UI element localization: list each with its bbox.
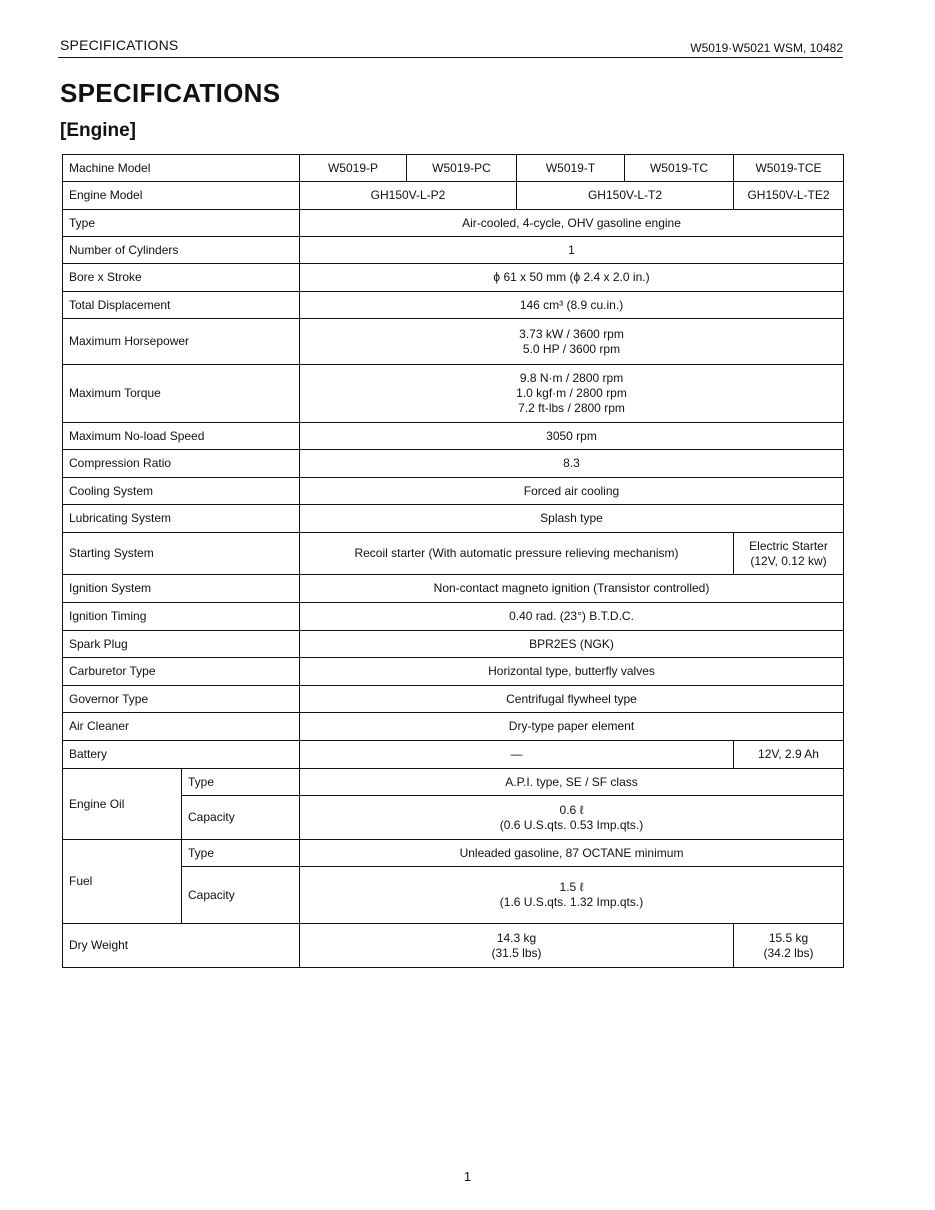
value-line: Electric Starter [749,538,828,553]
value-air-cleaner: Dry-type paper element [300,713,844,741]
value-cooling: Forced air cooling [300,478,844,505]
value-spark-plug: BPR2ES (NGK) [300,631,844,658]
label-machine-model: Machine Model [63,155,300,182]
row-cooling [63,478,844,505]
value-noload-speed: 3050 rpm [300,423,844,450]
value-line: 3.73 kW / 3600 rpm [519,326,624,341]
label-carburetor: Carburetor Type [63,658,300,686]
value-line: (31.5 lbs) [491,945,542,960]
row-governor [63,686,844,713]
page-number: 1 [463,1169,472,1184]
label-dry-weight: Dry Weight [63,924,300,968]
row-ignition-timing [63,603,844,631]
value-battery-tce: 12V, 2.9 Ah [734,741,844,769]
value-battery: — [300,741,734,769]
model-cell: W5019-TC [625,155,734,182]
label-type: Type [63,210,300,237]
value-line: 15.5 kg [768,930,809,945]
label-noload-speed: Maximum No-load Speed [63,423,300,450]
value-lubrication: Splash type [300,505,844,533]
running-header-section: SPECIFICATIONS [60,37,179,53]
label-ignition-system: Ignition System [63,575,300,603]
label-max-torque: Maximum Torque [63,365,300,423]
value-dry-weight [300,924,734,968]
row-ignition-system [63,575,844,603]
row-carburetor [63,658,844,686]
value-starting: Recoil starter (With automatic pressure relieving mechanism) [300,533,734,575]
section-subtitle: [Engine] [60,120,136,141]
label-oil-type: Type [182,769,300,796]
engine-spec-table [62,154,844,968]
value-line: 14.3 kg [496,930,537,945]
label-oil-capacity: Capacity [182,796,300,840]
value-max-torque [300,365,844,423]
label-cooling: Cooling System [63,478,300,505]
row-lubrication [63,505,844,533]
value-line: 9.8 N·m / 2800 rpm [519,371,624,385]
row-machine-model [63,155,844,182]
row-battery [63,741,844,769]
value-carburetor: Horizontal type, butterfly valves [300,658,844,686]
value-line: (12V, 0.12 kw) [750,553,827,568]
value-line: (1.6 U.S.qts. 1.32 Imp.qts.) [499,895,644,909]
label-compression: Compression Ratio [63,450,300,478]
label-governor: Governor Type [63,686,300,713]
model-cell: W5019-TCE [734,155,844,182]
row-engine-oil-type [63,769,844,796]
value-engine-model-te: GH150V-L-TE2 [734,182,844,210]
value-engine-model-p: GH150V-L-P2 [300,182,517,210]
row-bore-stroke [63,264,844,292]
value-compression: 8.3 [300,450,844,478]
row-engine-model [63,182,844,210]
row-dry-weight [63,924,844,968]
model-cell: W5019-P [300,155,407,182]
value-line: (0.6 U.S.qts. 0.53 Imp.qts.) [499,817,644,832]
row-noload-speed [63,423,844,450]
row-max-torque [63,365,844,423]
value-oil-capacity [300,796,844,840]
value-oil-type: A.P.I. type, SE / SF class [300,769,844,796]
value-line: 1.5 ℓ [559,880,584,894]
label-fuel: Fuel [63,840,182,924]
row-spark-plug [63,631,844,658]
value-bore-stroke: ϕ 61 x 50 mm (ϕ 2.4 x 2.0 in.) [300,264,844,292]
value-fuel-type: Unleaded gasoline, 87 OCTANE minimum [300,840,844,867]
value-fuel-capacity [300,867,844,924]
label-cylinders: Number of Cylinders [63,237,300,264]
model-cell: W5019-PC [407,155,517,182]
model-cell: W5019-T [517,155,625,182]
label-battery: Battery [63,741,300,769]
row-cylinders [63,237,844,264]
value-line: (34.2 lbs) [763,945,814,960]
page-title: SPECIFICATIONS [60,78,281,108]
value-line: 1.0 kgf·m / 2800 rpm [516,386,627,400]
label-lubrication: Lubricating System [63,505,300,533]
running-header-doc-ref: W5019·W5021 WSM, 10482 [690,41,843,55]
row-max-hp [63,319,844,365]
value-type: Air-cooled, 4-cycle, OHV gasoline engine [300,210,844,237]
value-cylinders: 1 [300,237,844,264]
value-starting-tce [734,533,844,575]
label-spark-plug: Spark Plug [63,631,300,658]
value-ignition-system: Non-contact magneto ignition (Transistor controlled) [300,575,844,603]
label-fuel-capacity: Capacity [182,867,300,924]
label-air-cleaner: Air Cleaner [63,713,300,741]
header-rule [58,57,843,58]
value-line: 5.0 HP / 3600 rpm [522,341,621,356]
value-ignition-timing: 0.40 rad. (23°) B.T.D.C. [300,603,844,631]
value-dry-weight-tce [734,924,844,968]
value-displacement: 146 cm³ (8.9 cu.in.) [300,292,844,319]
row-starting [63,533,844,575]
value-governor: Centrifugal flywheel type [300,686,844,713]
label-ignition-timing: Ignition Timing [63,603,300,631]
label-engine-model: Engine Model [63,182,300,210]
value-max-hp [300,319,844,365]
row-displacement [63,292,844,319]
row-air-cleaner [63,713,844,741]
row-fuel-type [63,840,844,867]
value-line: 0.6 ℓ [559,802,584,817]
label-bore-stroke: Bore x Stroke [63,264,300,292]
row-type [63,210,844,237]
row-compression [63,450,844,478]
label-starting: Starting System [63,533,300,575]
value-engine-model-t: GH150V-L-T2 [517,182,734,210]
label-max-hp: Maximum Horsepower [63,319,300,365]
label-fuel-type: Type [182,840,300,867]
label-displacement: Total Displacement [63,292,300,319]
label-engine-oil: Engine Oil [63,769,182,840]
value-line: 7.2 ft-lbs / 2800 rpm [518,401,625,415]
